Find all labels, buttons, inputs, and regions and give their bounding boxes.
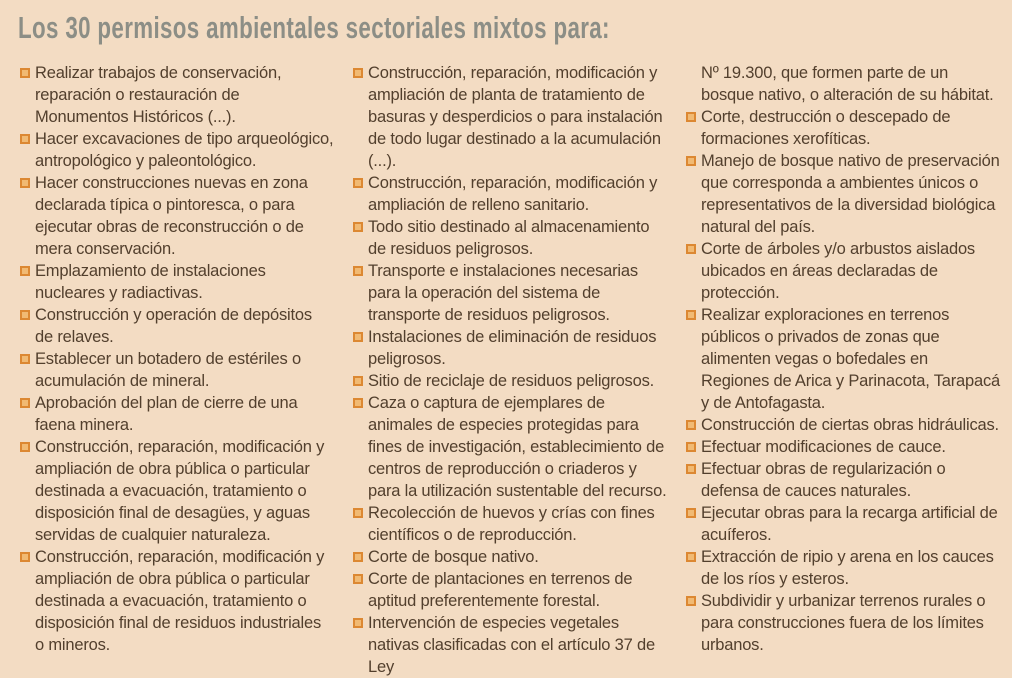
permit-item-text: Construcción, reparación, modificación y ampliación de obra pública o particular destinada a evacuación, tratamiento o disposición final de residuos industriales o mineros. xyxy=(35,548,325,654)
permit-item-text: Efectuar obras de regularización o defensa de cauces naturales. xyxy=(701,460,946,500)
permit-item xyxy=(686,238,1000,304)
permit-item-text: Subdividir y urbanizar terrenos rurales o para construcciones fuera de los límites urbanos. xyxy=(701,592,986,654)
permit-item-text: Nº 19.300, que formen parte de un bosque nativo, o alteración de su hábitat. xyxy=(701,64,994,104)
column-1 xyxy=(20,62,334,678)
permit-item xyxy=(686,502,1000,546)
permit-item xyxy=(353,546,667,568)
permit-item-text: Manejo de bosque nativo de preservación que corresponda a ambientes únicos o representativos de la diversidad biológica natural del país. xyxy=(701,152,1000,236)
permit-item xyxy=(353,502,667,546)
bullet-icon xyxy=(686,244,696,254)
permit-item xyxy=(353,612,667,678)
permit-item xyxy=(20,260,334,304)
permit-item xyxy=(20,348,334,392)
permit-item xyxy=(353,62,667,172)
bullet-icon xyxy=(353,332,363,342)
permit-item xyxy=(686,436,1000,458)
bullet-icon xyxy=(20,552,30,562)
permit-item-text: Transporte e instalaciones necesarias para la operación del sistema de transporte de residuos peligrosos. xyxy=(368,262,638,324)
bullet-icon xyxy=(353,574,363,584)
bullet-icon xyxy=(686,310,696,320)
permit-item xyxy=(20,546,334,656)
permit-item-text: Construcción de ciertas obras hidráulicas. xyxy=(701,416,999,434)
bullet-icon xyxy=(686,464,696,474)
permit-item-text: Efectuar modificaciones de cauce. xyxy=(701,438,946,456)
permit-item-text: Extracción de ripio y arena en los cauces de los ríos y esteros. xyxy=(701,548,994,588)
permit-item-text: Ejecutar obras para la recarga artificial de acuíferos. xyxy=(701,504,998,544)
bullet-icon xyxy=(20,266,30,276)
bullet-icon xyxy=(353,376,363,386)
permit-item-text: Construcción, reparación, modificación y ampliación de planta de tratamiento de basuras y desperdicios o para instalación de todo lugar destinado a la acumulación (...). xyxy=(368,64,663,170)
permit-item xyxy=(353,260,667,326)
permit-item xyxy=(686,458,1000,502)
permit-item-text: Intervención de especies vegetales nativas clasificadas con el artículo 37 de Ley xyxy=(368,614,655,676)
permit-item-text: Caza o captura de ejemplares de animales de especies protegidas para fines de investigación, establecimiento de centros de reproducción o criaderos y para la utilización sustentable del recurso. xyxy=(368,394,667,500)
permit-item-text: Aprobación del plan de cierre de una faena minera. xyxy=(35,394,298,434)
bullet-icon xyxy=(20,178,30,188)
bullet-icon xyxy=(20,310,30,320)
permit-item-text: Emplazamiento de instalaciones nucleares y radiactivas. xyxy=(35,262,266,302)
bullet-icon xyxy=(353,508,363,518)
permit-item-text: Construcción y operación de depósitos de relaves. xyxy=(35,306,312,346)
permit-item xyxy=(20,436,334,546)
permit-item-text: Instalaciones de eliminación de residuos peligrosos. xyxy=(368,328,657,368)
permit-item-text: Recolección de huevos y crías con fines científicos o de reproducción. xyxy=(368,504,655,544)
permit-item xyxy=(686,590,1000,656)
bullet-icon xyxy=(686,552,696,562)
bullet-icon xyxy=(686,442,696,452)
permit-item xyxy=(353,326,667,370)
permit-item xyxy=(353,568,667,612)
permit-item-text: Hacer construcciones nuevas en zona declarada típica o pintoresca, o para ejecutar obras de reconstrucción o de mera conservación. xyxy=(35,174,308,258)
permit-item xyxy=(686,150,1000,238)
permit-item-text: Realizar trabajos de conservación, reparación o restauración de Monumentos Históricos (...). xyxy=(35,64,282,126)
permit-item xyxy=(20,304,334,348)
permit-item-text: Todo sitio destinado al almacenamiento de residuos peligrosos. xyxy=(368,218,650,258)
bullet-icon xyxy=(353,68,363,78)
permit-columns xyxy=(20,62,1012,678)
permit-item-text: Corte, destrucción o descepado de formaciones xerofíticas. xyxy=(701,108,951,148)
permit-item xyxy=(20,172,334,260)
bullet-icon xyxy=(20,134,30,144)
bullet-icon xyxy=(686,156,696,166)
permit-item xyxy=(686,414,1000,436)
page-title: Los 30 permisos ambientales sectoriales mixtos para: xyxy=(18,10,610,45)
permit-item-text: Corte de bosque nativo. xyxy=(368,548,539,566)
permit-item-text: Corte de plantaciones en terrenos de aptitud preferentemente forestal. xyxy=(368,570,633,610)
bullet-icon xyxy=(686,508,696,518)
permit-item-continuation xyxy=(686,62,1000,106)
permit-item xyxy=(353,172,667,216)
permit-item xyxy=(686,546,1000,590)
permit-item xyxy=(686,304,1000,414)
document-page xyxy=(0,10,1012,676)
bullet-icon xyxy=(20,398,30,408)
permit-item-text: Construcción, reparación, modificación y ampliación de relleno sanitario. xyxy=(368,174,658,214)
bullet-icon xyxy=(353,398,363,408)
permit-item xyxy=(353,392,667,502)
bullet-icon xyxy=(686,420,696,430)
permit-item xyxy=(353,216,667,260)
permit-item-text: Sitio de reciclaje de residuos peligrosos. xyxy=(368,372,655,390)
permit-item xyxy=(20,392,334,436)
column-2 xyxy=(353,62,667,678)
permit-item-text: Hacer excavaciones de tipo arqueológico, antropológico y paleontológico. xyxy=(35,130,334,170)
column-3 xyxy=(686,62,1000,678)
bullet-icon xyxy=(20,68,30,78)
permit-item-text: Corte de árboles y/o arbustos aislados ubicados en áreas declaradas de protección. xyxy=(701,240,975,302)
permit-item xyxy=(20,128,334,172)
bullet-icon xyxy=(20,354,30,364)
bullet-icon xyxy=(20,442,30,452)
bullet-icon xyxy=(353,552,363,562)
permit-item-text: Establecer un botadero de estériles o acumulación de mineral. xyxy=(35,350,301,390)
permit-item xyxy=(353,370,667,392)
bullet-icon xyxy=(686,596,696,606)
bullet-icon xyxy=(353,266,363,276)
bullet-icon xyxy=(353,618,363,628)
permit-item-text: Realizar exploraciones en terrenos públicos o privados de zonas que alimenten vegas o bofedales en Regiones de Arica y Parinacota, Tarapacá y de Antofagasta. xyxy=(701,306,1000,412)
permit-item xyxy=(686,106,1000,150)
bullet-icon xyxy=(353,178,363,188)
permit-item xyxy=(20,62,334,128)
bullet-icon xyxy=(686,112,696,122)
permit-item-text: Construcción, reparación, modificación y ampliación de obra pública o particular destinada a evacuación, tratamiento o disposición final de desagües, y aguas servidas de cualquier naturaleza. xyxy=(35,438,325,544)
bullet-icon xyxy=(353,222,363,232)
